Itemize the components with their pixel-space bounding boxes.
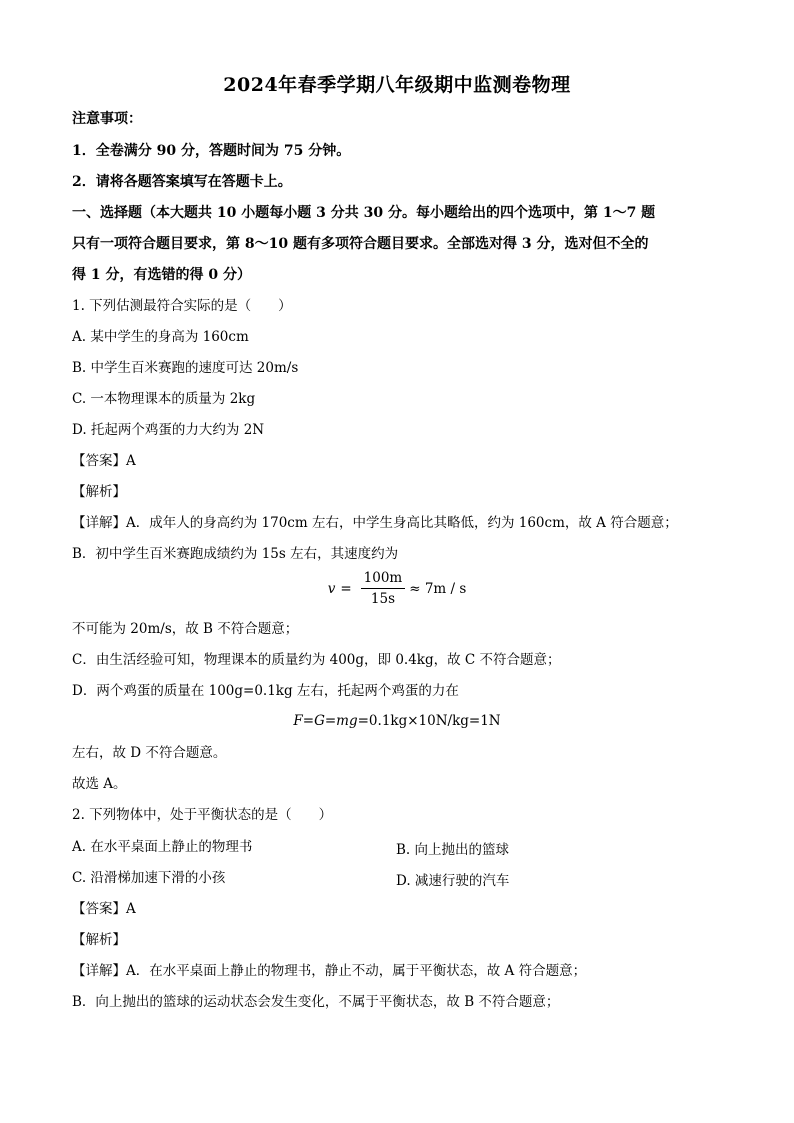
section-heading: 得 1 分，有选错的得 0 分） bbox=[72, 267, 251, 283]
notice-heading: 注意事项： bbox=[72, 111, 142, 127]
choose-text: 故选 A。 bbox=[72, 776, 127, 792]
formula-result: ≈ 7m / s bbox=[409, 580, 467, 597]
option-a: A. 某中学生的身高为 160cm bbox=[72, 329, 249, 345]
option-d: D. 托起两个鸡蛋的力大约为 2N bbox=[72, 422, 265, 438]
formula-var: v bbox=[327, 580, 336, 597]
answer-label: 【答案】A bbox=[72, 453, 136, 469]
formula-var: G bbox=[314, 713, 325, 729]
analysis-label: 【解析】 bbox=[72, 484, 126, 500]
detail-text: B．初中学生百米赛跑成绩约为 15s 左右，其速度约为 bbox=[72, 546, 399, 562]
formula-op: = bbox=[302, 713, 315, 729]
formula-velocity bbox=[0, 570, 794, 607]
fraction-numerator: 100m bbox=[361, 570, 406, 589]
formula-op: = bbox=[340, 580, 352, 597]
detail-text: B．向上抛出的篮球的运动状态会发生变化，不属于平衡状态，故 B 不符合题意； bbox=[72, 994, 560, 1010]
option-b: B. 向上抛出的篮球 bbox=[396, 842, 510, 858]
formula-var: F bbox=[293, 713, 303, 729]
fraction bbox=[361, 570, 406, 607]
detail-text: 不可能为 20m/s，故 B 不符合题意； bbox=[72, 621, 299, 637]
formula-result: =0.1kg×10N/kg=1N bbox=[357, 713, 501, 729]
notice-item: 2．请将各题答案填写在答题卡上。 bbox=[72, 174, 292, 190]
answer-label: 【答案】A bbox=[72, 901, 136, 917]
section-heading: 一、选择题（本大题共 10 小题每小题 3 分共 30 分。每小题给出的四个选项中，第 1～7 题 bbox=[72, 205, 656, 221]
formula-op: = bbox=[324, 713, 337, 729]
option-b: B. 中学生百米赛跑的速度可达 20m/s bbox=[72, 360, 299, 376]
analysis-label: 【解析】 bbox=[72, 932, 126, 948]
notice-item: 1．全卷满分 90 分，答题时间为 75 分钟。 bbox=[72, 143, 351, 159]
question-stem: 1. 下列估测最符合实际的是（ ） bbox=[72, 298, 292, 314]
detail-text: 【详解】A．在水平桌面上静止的物理书，静止不动，属于平衡状态，故 A 符合题意； bbox=[72, 963, 587, 979]
option-c: C. 一本物理课本的质量为 2kg bbox=[72, 391, 256, 407]
option-c: C. 沿滑梯加速下滑的小孩 bbox=[72, 870, 226, 886]
question-stem: 2. 下列物体中，处于平衡状态的是（ ） bbox=[72, 807, 333, 823]
formula-var: mg bbox=[336, 713, 358, 729]
detail-text: 左右，故 D 不符合题意。 bbox=[72, 745, 227, 761]
option-d: D. 减速行驶的汽车 bbox=[396, 873, 510, 889]
page-title: 2024年春季学期八年级期中监测卷物理 bbox=[223, 74, 571, 96]
section-heading: 只有一项符合题目要求，第 8～10 题有多项符合题目要求。全部选对得 3 分，选对但不全的 bbox=[72, 236, 649, 252]
detail-text: D．两个鸡蛋的质量在 100g=0.1kg 左右，托起两个鸡蛋的力在 bbox=[72, 683, 459, 699]
detail-text: C．由生活经验可知，物理课本的质量约为 400g，即 0.4kg，故 C 不符合题意； bbox=[72, 652, 561, 668]
formula-force bbox=[0, 713, 794, 729]
fraction-denominator: 15s bbox=[370, 591, 395, 607]
detail-text: 【详解】A．成年人的身高约为 170cm 左右，中学生身高比其略低，约为 160cm，故 A 符合题意； bbox=[72, 515, 678, 531]
option-a: A. 在水平桌面上静止的物理书 bbox=[72, 839, 253, 855]
